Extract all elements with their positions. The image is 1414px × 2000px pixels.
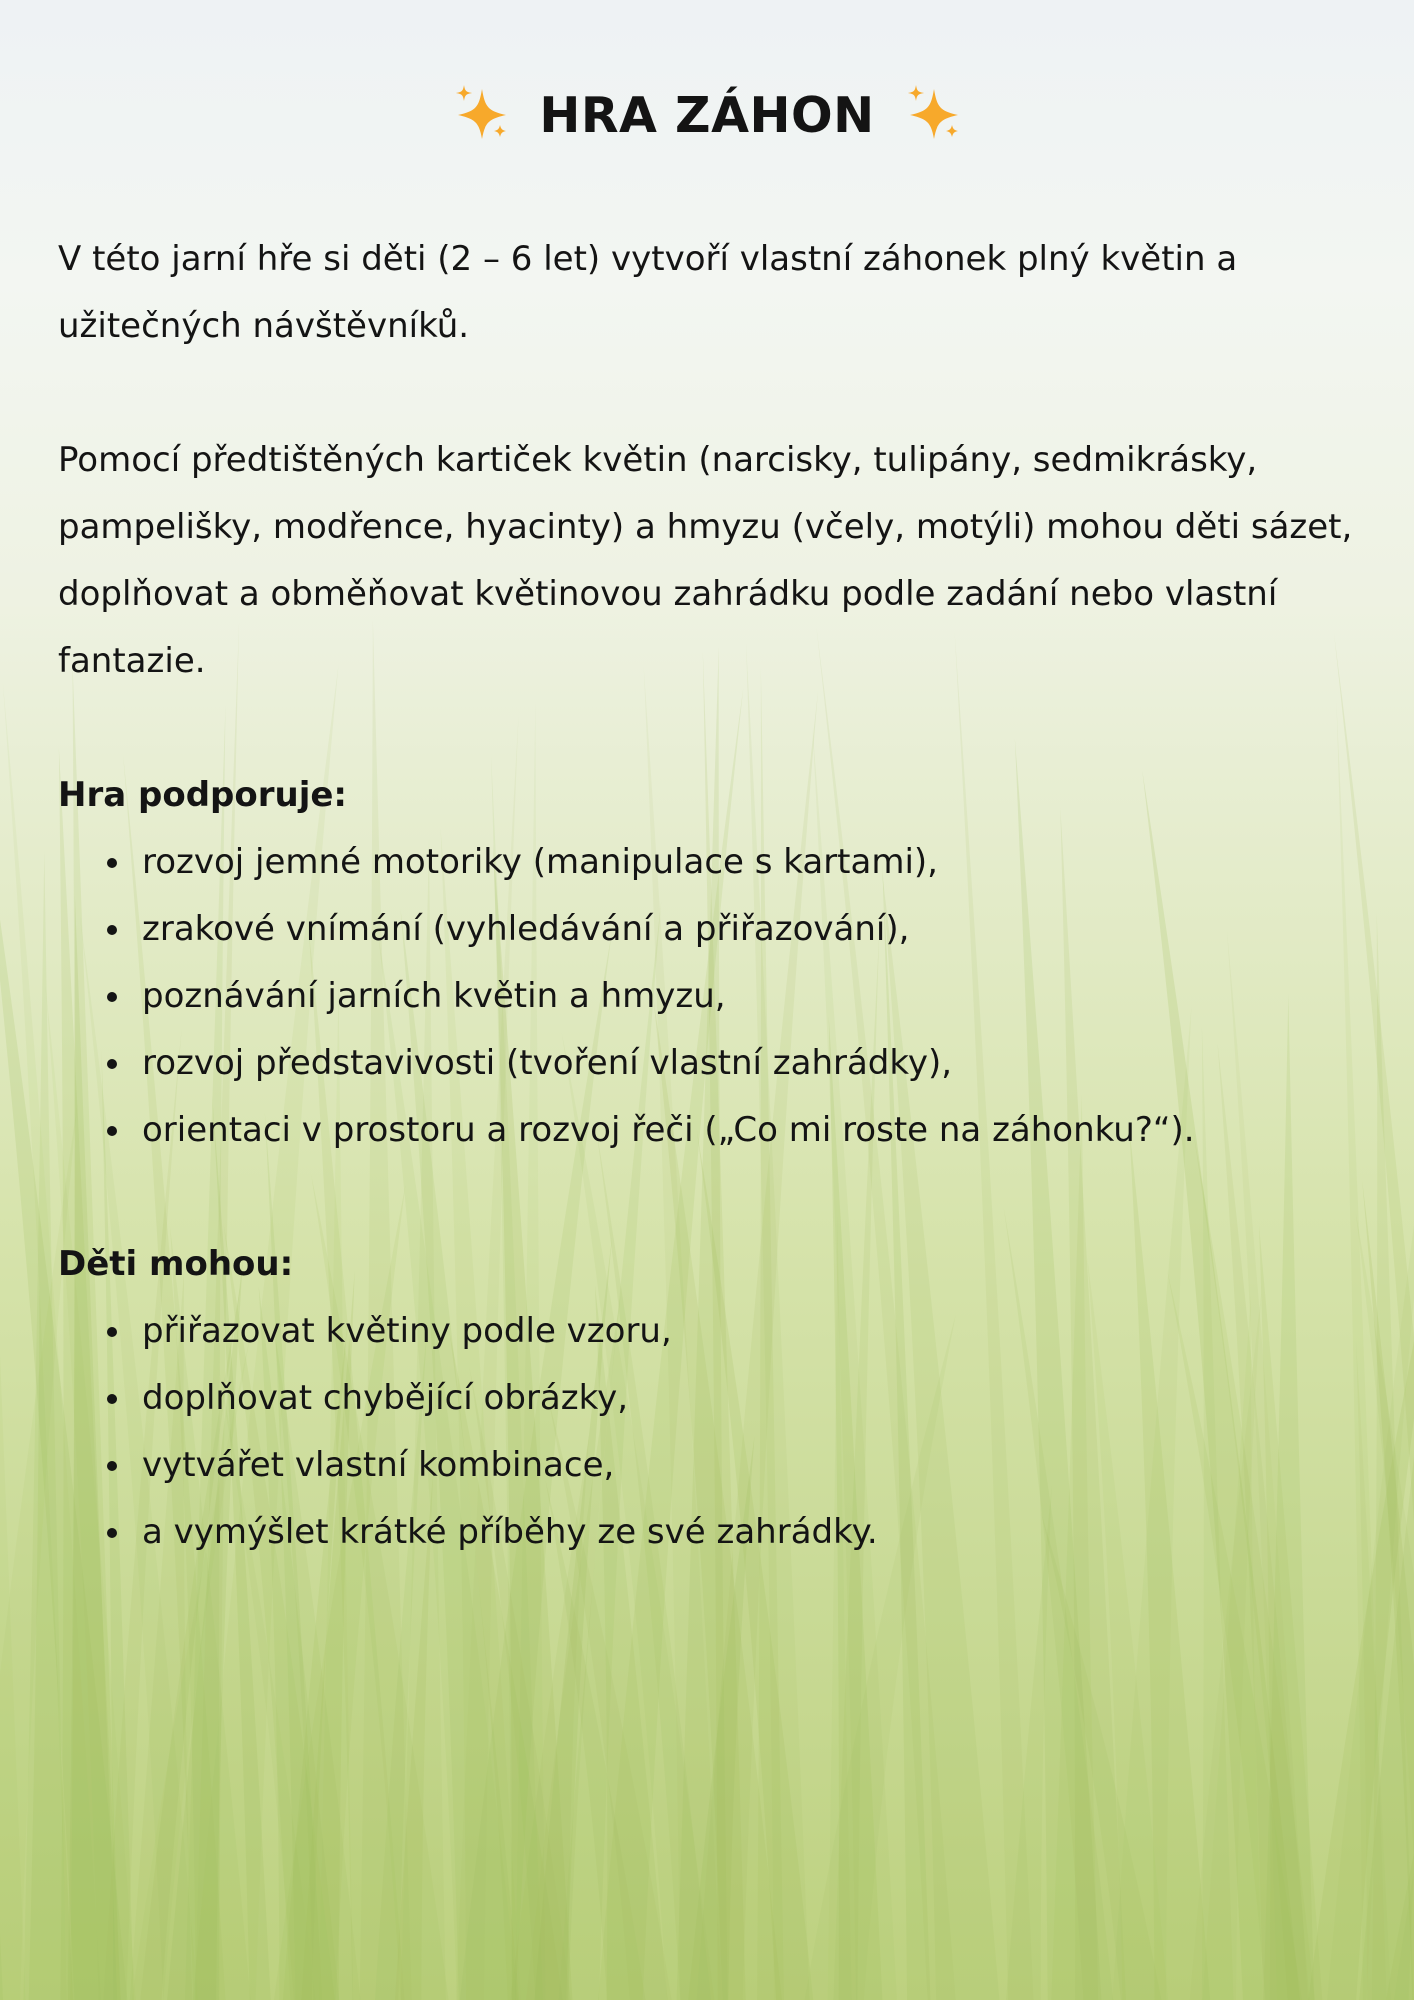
- document-body: [58, 226, 1368, 1566]
- list-item: zrakové vnímání (vyhledávání a přiřazování),: [58, 896, 1368, 963]
- description-paragraph: Pomocí předtištěných kartiček květin (narcisky, tulipány, sedmikrásky, pampelišky, modřence, hyacinty) a hmyzu (včely, motýli) mohou děti sázet, doplňovat a obměňovat květinovou zahrádku podle zadání nebo vlastní fantazie.: [58, 440, 1353, 681]
- children-can-heading: Děti mohou:: [58, 1244, 294, 1284]
- list-item: orientaci v prostoru a rozvoj řeči („Co mi roste na záhonku?“).: [58, 1097, 1368, 1164]
- page-title: [0, 78, 1414, 151]
- title-text: HRA ZÁHON: [539, 86, 875, 144]
- list-item: rozvoj jemné motoriky (manipulace s kartami),: [58, 829, 1368, 896]
- list-item: vytvářet vlastní kombinace,: [58, 1432, 1368, 1499]
- supports-list: [58, 829, 1368, 1164]
- sparkles-icon: [452, 83, 510, 141]
- supports-heading: Hra podporuje:: [58, 775, 348, 815]
- intro-paragraph: V této jarní hře si děti (2 – 6 let) vytvoří vlastní záhonek plný květin a užitečných návštěvníků.: [58, 239, 1238, 346]
- list-item: a vymýšlet krátké příběhy ze své zahrádky.: [58, 1499, 1368, 1566]
- list-item: přiřazovat květiny podle vzoru,: [58, 1298, 1368, 1365]
- sparkles-icon: [904, 83, 962, 141]
- list-item: poznávání jarních květin a hmyzu,: [58, 963, 1368, 1030]
- children-can-list: [58, 1298, 1368, 1566]
- list-item: doplňovat chybějící obrázky,: [58, 1365, 1368, 1432]
- list-item: rozvoj představivosti (tvoření vlastní zahrádky),: [58, 1030, 1368, 1097]
